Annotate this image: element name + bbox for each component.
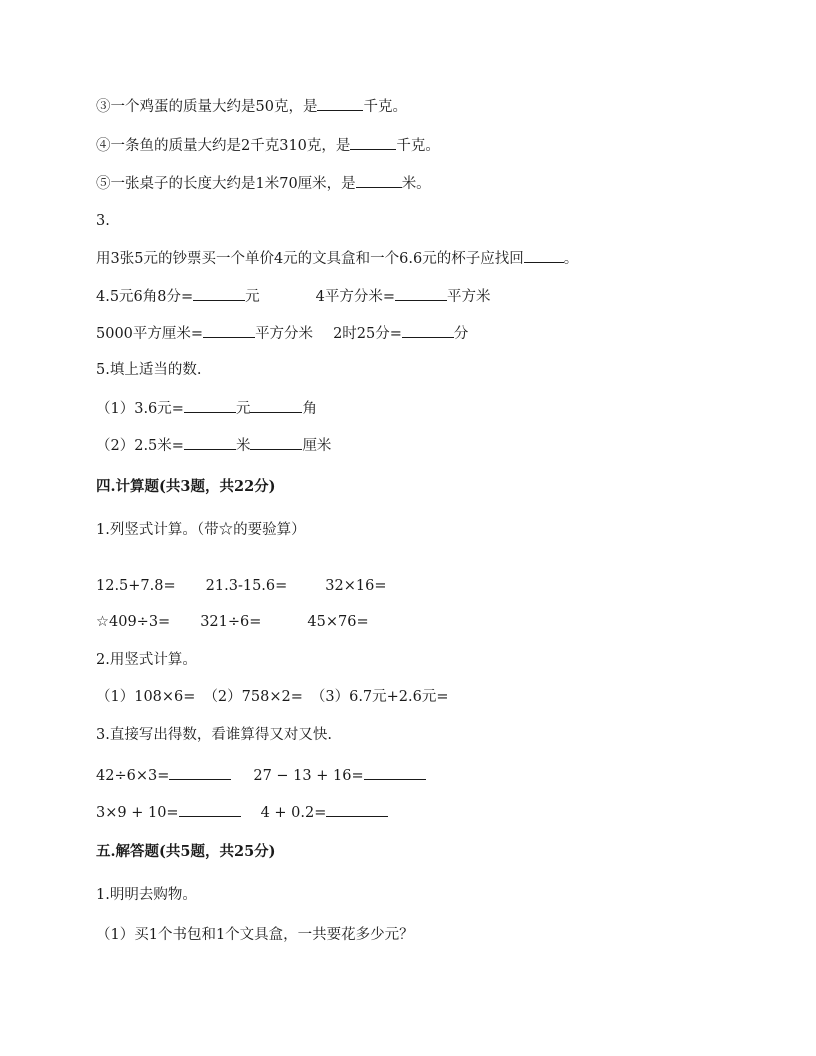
item-number: 3. [96, 213, 110, 229]
item-5-part-2: （2）2.5米= 米 厘米 [96, 435, 331, 455]
conversion-row-2: 5000平方厘米= 平方分米 2时25分= 分 [96, 323, 468, 343]
answer-blank[interactable] [402, 323, 454, 338]
section-heading: 四.计算题(共3题，共22分) [96, 478, 276, 495]
calc-question-2-title: 2.用竖式计算。 [96, 652, 197, 668]
answer-blank[interactable] [184, 435, 236, 450]
answer-blank[interactable] [203, 323, 255, 338]
item-5-title: 5.填上适当的数. [96, 362, 202, 378]
change-question: 用3张5元的钞票买一个单价4元的文具盒和一个6.6元的杯子应找回 。 [96, 248, 578, 268]
word-problem-1-part-1: （1）买1个书包和1个文具盒，一共要花多少元？ [96, 927, 414, 943]
answer-blank[interactable] [169, 765, 231, 780]
answer-blank[interactable] [317, 96, 363, 111]
calc-question-1-title: 1.列竖式计算。（带☆的要验算） [96, 522, 306, 538]
conversion-row-1: 4.5元6角8分= 元 4平方分米= 平方米 [96, 286, 491, 306]
calc-question-2-items: （1）108×6= （2）758×2= （3）6.7元+2.6元= [96, 689, 449, 705]
mental-row-1: 42÷6×3= 27 − 13 + 16= [96, 765, 426, 785]
answer-blank[interactable] [250, 398, 302, 413]
answer-blank[interactable] [350, 135, 396, 150]
answer-blank[interactable] [364, 765, 426, 780]
answer-blank[interactable] [184, 398, 236, 413]
answer-blank[interactable] [524, 248, 564, 263]
answer-blank[interactable] [356, 173, 402, 188]
item-5-part-1: （1）3.6元= 元 角 [96, 398, 317, 418]
word-problem-1-title: 1.明明去购物。 [96, 887, 197, 903]
fill-question-5: ⑤一张桌子的长度大约是1米70厘米，是 米。 [96, 173, 431, 193]
answer-blank[interactable] [326, 802, 388, 817]
calc-row-2: ☆409÷3= 321÷6= 45×76= [96, 614, 369, 630]
calc-question-3-title: 3.直接写出得数，看谁算得又对又快. [96, 727, 332, 743]
answer-blank[interactable] [179, 802, 241, 817]
fill-question-3: ③一个鸡蛋的质量大约是50克，是 千克。 [96, 96, 407, 116]
answer-blank[interactable] [250, 435, 302, 450]
answer-blank[interactable] [193, 286, 245, 301]
section-heading: 五.解答题(共5题，共25分) [96, 843, 276, 860]
answer-blank[interactable] [395, 286, 447, 301]
calc-row-1: 12.5+7.8= 21.3-15.6= 32×16= [96, 578, 387, 594]
fill-question-4: ④一条鱼的质量大约是2千克310克，是 千克。 [96, 135, 440, 155]
mental-row-2: 3×9 + 10= 4 + 0.2= [96, 802, 388, 822]
